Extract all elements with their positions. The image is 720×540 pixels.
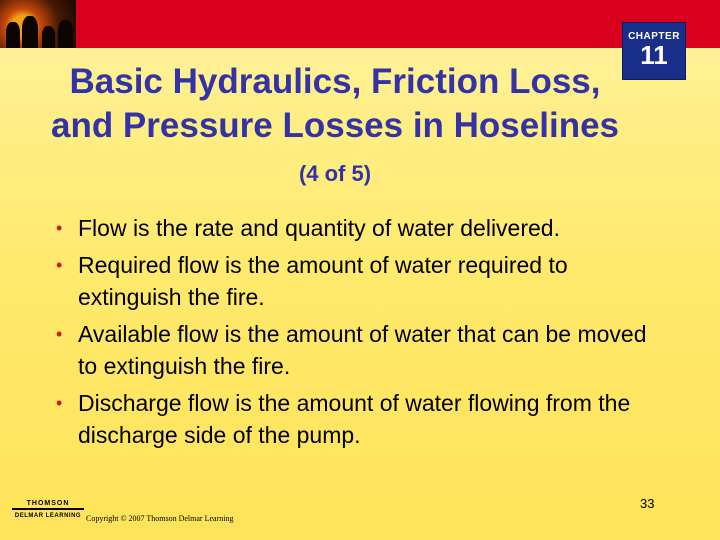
bullet-item: • Required flow is the amount of water required to extinguish the fire. (56, 249, 656, 313)
slide-title-sub: (4 of 5) (298, 161, 372, 186)
chapter-badge (622, 22, 686, 80)
firefighter-photo (0, 0, 76, 48)
publisher-logo (12, 500, 84, 528)
copyright-text: Copyright © 2007 Thomson Delmar Learning (86, 514, 234, 523)
header-bar (0, 0, 720, 48)
bullet-list (56, 212, 656, 456)
slide-title (40, 60, 630, 196)
bullet-item: • Discharge flow is the amount of water flowing from the discharge side of the pump. (56, 387, 656, 451)
logo-bottom-text: DELMAR LEARNING (14, 513, 82, 519)
chapter-number: 11 (640, 40, 668, 70)
slide-title-main: Basic Hydraulics, Friction Loss, and Pressure Losses in Hoselines (50, 62, 619, 145)
page-number: 33 (640, 496, 655, 511)
bullet-item: • Flow is the rate and quantity of water delivered. (56, 212, 656, 244)
chapter-label: CHAPTER (628, 31, 680, 42)
logo-top-text: THOMSON (12, 500, 84, 510)
bullet-item: • Available flow is the amount of water that can be moved to extinguish the fire. (56, 318, 656, 382)
